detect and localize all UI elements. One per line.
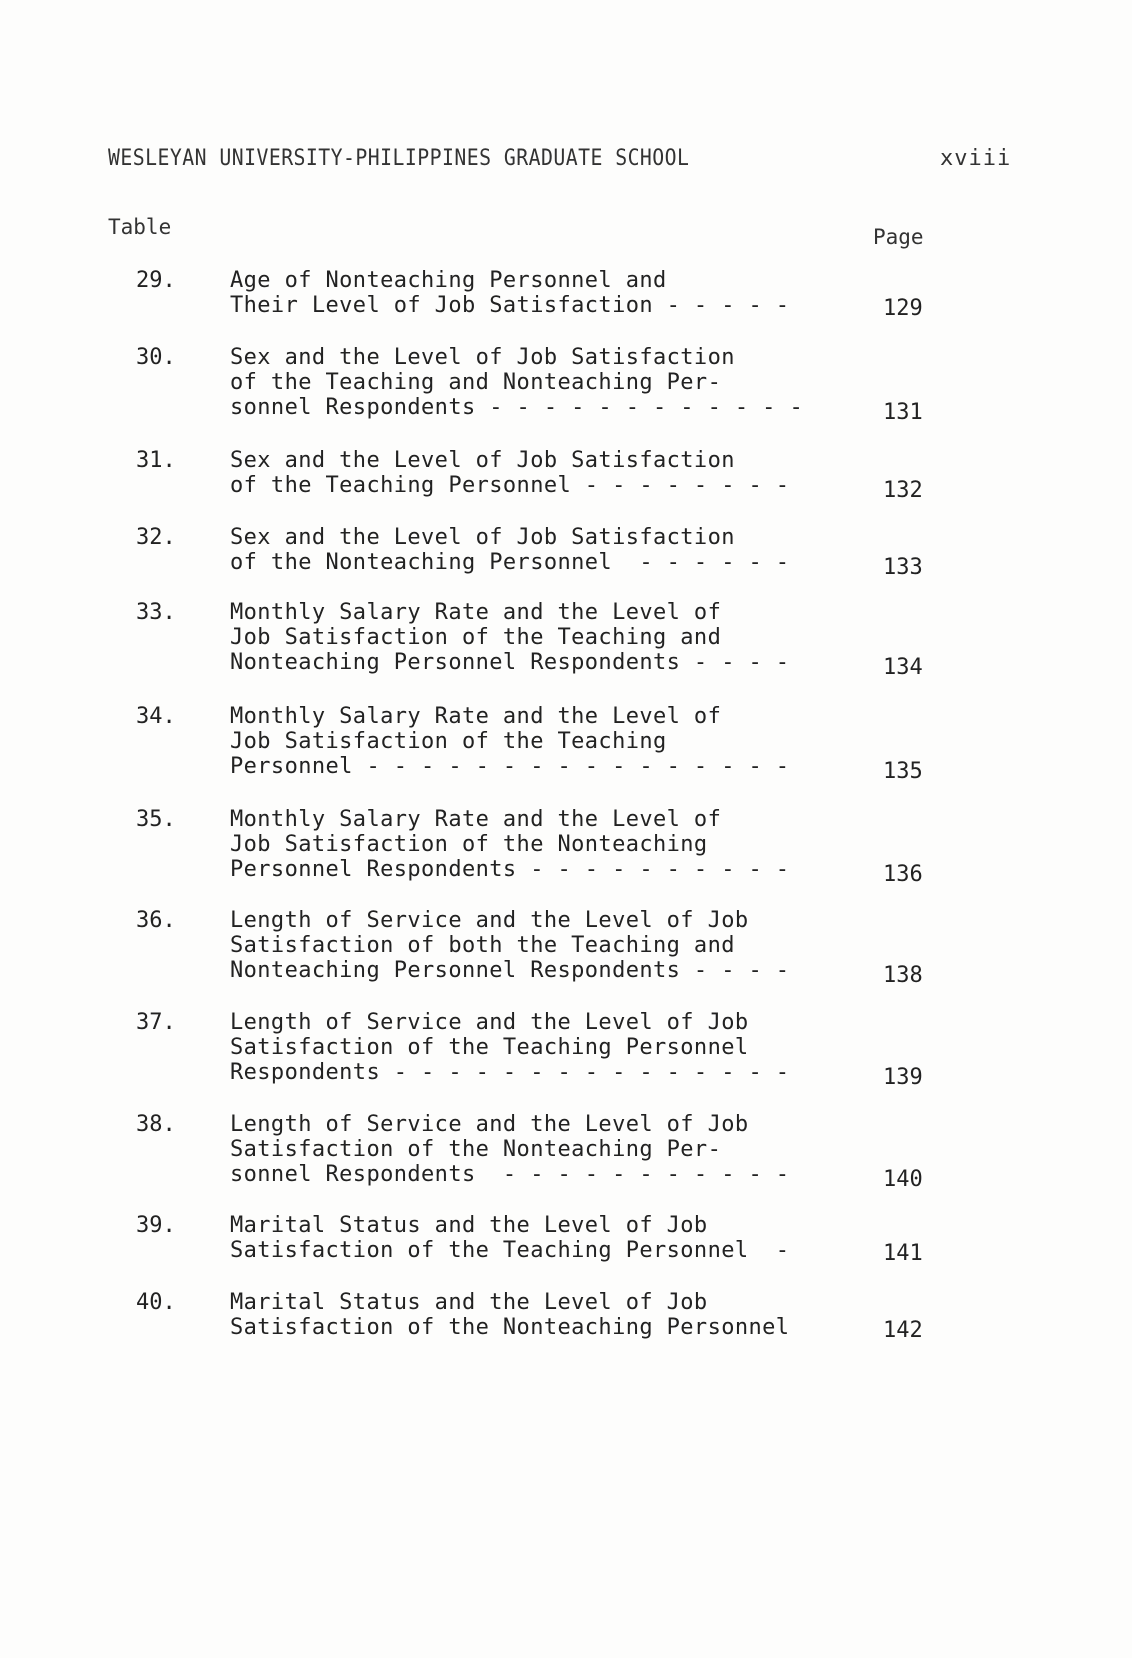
entry-page-number: 138 [883,963,923,988]
entry-number: 37. [136,1010,176,1035]
entry-number: 32. [136,525,176,550]
entry-title: Sex and the Level of Job Satisfaction of the Nonteaching Personnel - - - - - - [230,525,790,575]
entry-title: Length of Service and the Level of Job Satisfaction of the Teaching Personnel Respondents - - - - - - - - - - - - - - - [230,1010,790,1085]
entry-title: Length of Service and the Level of Job Satisfaction of both the Teaching and Nonteaching Personnel Respondents - - - - [230,908,790,983]
entry-number: 36. [136,908,176,933]
entry-page-number: 129 [883,296,923,321]
entry-title: Length of Service and the Level of Job Satisfaction of the Nonteaching Per- sonnel Respondents - - - - - - - - - - - [230,1112,790,1187]
entry-page-number: 136 [883,862,923,887]
entry-title: Marital Status and the Level of Job Satisfaction of the Nonteaching Personnel [230,1290,790,1340]
entry-number: 39. [136,1213,176,1238]
roman-page-number: xviii [940,146,1012,171]
entry-page-number: 135 [883,759,923,784]
entry-number: 33. [136,600,176,625]
entry-number: 31. [136,448,176,473]
page-column-label: Page [873,225,924,249]
entry-page-number: 142 [883,1318,923,1343]
entry-page-number: 140 [883,1167,923,1192]
entry-page-number: 139 [883,1065,923,1090]
entry-title: Monthly Salary Rate and the Level of Job Satisfaction of the Teaching and Nonteaching Personnel Respondents - - - - [230,600,790,675]
entry-page-number: 131 [883,400,923,425]
entry-number: 40. [136,1290,176,1315]
entry-number: 29. [136,268,176,293]
document-header-title: WESLEYAN UNIVERSITY-PHILIPPINES GRADUATE SCHOOL [108,146,690,171]
entry-title: Monthly Salary Rate and the Level of Job Satisfaction of the Nonteaching Personnel Respondents - - - - - - - - - - [230,807,790,882]
entry-number: 38. [136,1112,176,1137]
entry-page-number: 132 [883,478,923,503]
entry-title: Marital Status and the Level of Job Satisfaction of the Teaching Personnel - [230,1213,790,1263]
entry-number: 35. [136,807,176,832]
entry-number: 30. [136,345,176,370]
table-column-label: Table [108,215,172,239]
entry-page-number: 133 [883,555,923,580]
entry-page-number: 134 [883,655,923,680]
entry-title: Age of Nonteaching Personnel and Their Level of Job Satisfaction - - - - - [230,268,790,318]
entry-title: Sex and the Level of Job Satisfaction of the Teaching Personnel - - - - - - - - [230,448,790,498]
entry-page-number: 141 [883,1241,923,1266]
entry-number: 34. [136,704,176,729]
entry-title: Sex and the Level of Job Satisfaction of the Teaching and Nonteaching Per- sonnel Respondents - - - - - - - - - - - - [230,345,804,420]
entry-title: Monthly Salary Rate and the Level of Job Satisfaction of the Teaching Personnel - - - - - - - - - - - - - - - - [230,704,790,779]
